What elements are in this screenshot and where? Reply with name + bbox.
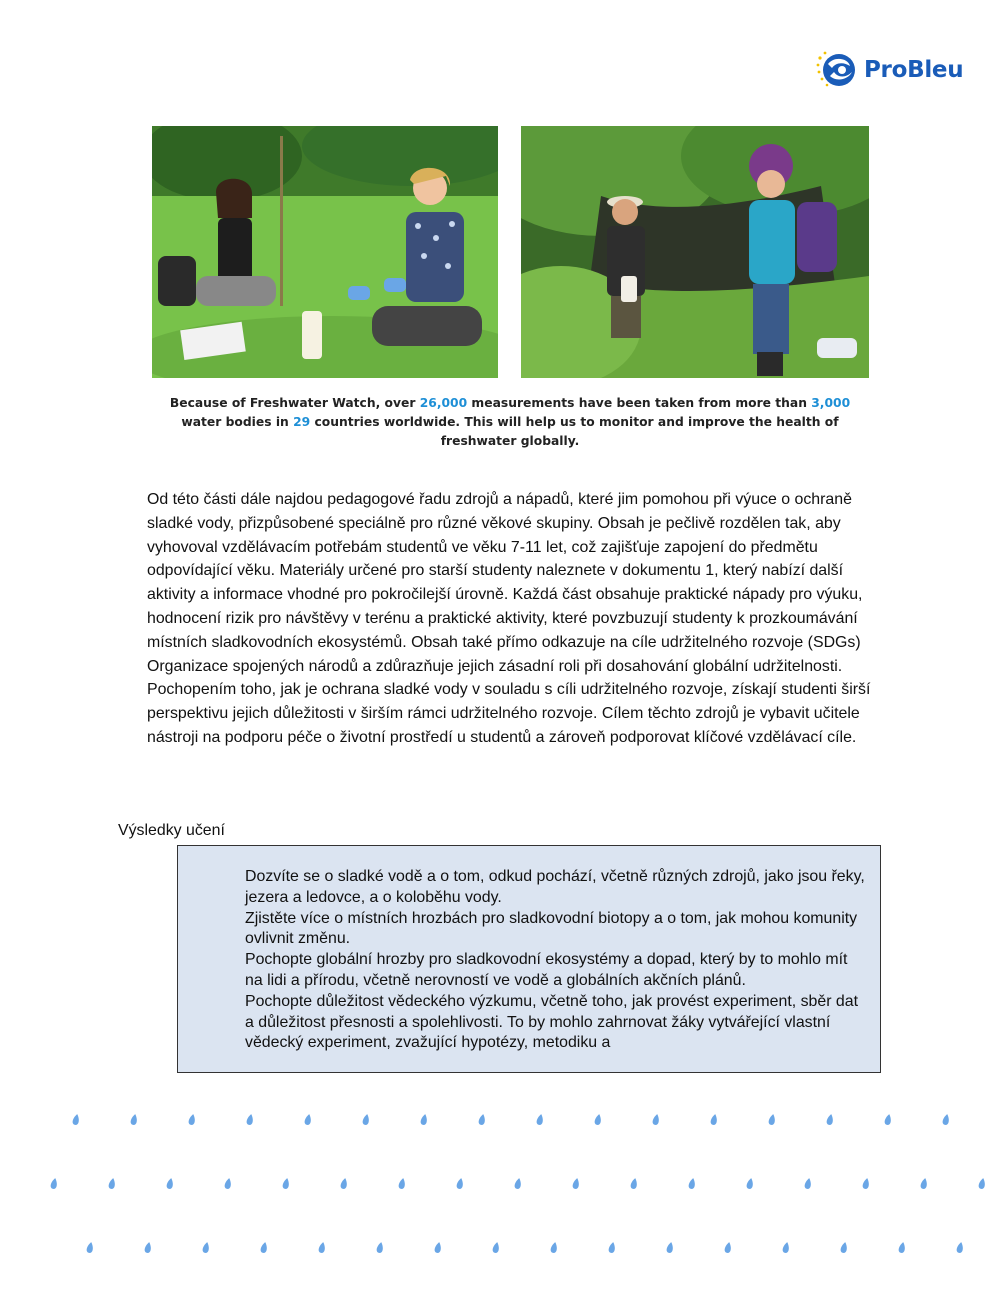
water-droplet-icon [376,1242,384,1254]
water-droplet-icon [456,1178,464,1190]
learning-outcomes-box [177,845,881,1073]
water-droplet-pattern [0,1100,1000,1270]
water-droplet-icon [340,1178,348,1190]
water-droplet-icon [572,1178,580,1190]
learning-outcomes-heading: Výsledky učení [118,822,225,839]
water-droplet-icon [202,1242,210,1254]
water-droplet-icon [86,1242,94,1254]
photo-two-people-by-stream-with-water-sample [521,126,869,378]
water-droplet-icon [746,1178,754,1190]
water-droplet-icon [188,1114,196,1126]
caption-text-4: countries worldwide. This will help us to monitor and improve the health of freshwater globally. [310,415,839,448]
intro-paragraph: Od této části dále najdou pedagogové řadu zdrojů a nápadů, které jim pomohou při výuce o ochraně sladké vody, přizpůsobené speciálně pro různé věkové skupiny. Obsah je pečlivě rozdělen tak, aby vyhovoval vzdělávacím potřebám studentů ve věku 7-11 let, což zajišťuje zapojení do předmětu odpovídající věku. Materiály určené pro starší studenty naleznete v dokumentu 1, který nabízí další aktivity a informace vhodné pro pokročilejší úrovně. Každá část obsahuje praktické nápady pro výuku, hodnocení rizik pro návštěvy v terénu a praktické aktivity, které povzbuzují studenty k prozkoumávání místních sladkovodních ekosystémů. Obsah také přímo odkazuje na cíle udržitelného rozvoje (SDGs) Organizace spojených národů a zdůrazňuje jejich zásadní roli při dosahování globální udržitelnosti. Pochopením toho, jak je ochrana sladké vody v souladu s cíli udržitelného rozvoje, získají studenti širší perspektivu jejich důležitosti v širším rámci udržitelného rozvoje. Cílem těchto zdrojů je vybavit učitele nástroji na podporu péče o životní prostředí u studentů a zároveň podporovat klíčové vzdělávací cíle. [147,491,871,746]
water-droplet-icon [108,1178,116,1190]
water-droplet-icon [724,1242,732,1254]
learning-outcome-item: Pochopte globální hrozby pro sladkovodní ekosystémy a dopad, který by to mohlo mít na lidi a přírodu, včetně nerovností ve vodě a globálních akčních plánů. [245,951,848,989]
water-droplet-icon [130,1114,138,1126]
water-droplet-icon [666,1242,674,1254]
water-droplet-icon [594,1114,602,1126]
water-droplet-icon [608,1242,616,1254]
water-droplet-icon [536,1114,544,1126]
water-droplet-icon [956,1242,964,1254]
water-droplet-icon [840,1242,848,1254]
caption-measurements-count: 26,000 [419,396,468,410]
water-droplet-icon [514,1178,522,1190]
water-droplet-icon [72,1114,80,1126]
learning-outcome-item: Dozvíte se o sladké vodě a o tom, odkud pochází, včetně různých zdrojů, jako jsou řeky, jezera a ledovce, a o koloběhu vody. [245,868,865,906]
water-droplet-icon [826,1114,834,1126]
water-droplet-icon [362,1114,370,1126]
caption-countries-count: 29 [293,415,311,429]
water-droplet-icon [652,1114,660,1126]
water-droplet-icon [50,1178,58,1190]
photo-two-women-sampling-water-on-grass [152,126,498,378]
probleu-globe-logo-icon [814,48,858,92]
learning-outcome-item: Pochopte důležitost vědeckého výzkumu, včetně toho, jak provést experiment, sběr dat a důležitost přesnosti a spolehlivosti. To by mohlo zahrnovat žáky vytvářející vlastní vědecký experiment, zvažující hypotézy, metodiku a [245,992,859,1052]
water-droplet-icon [804,1178,812,1190]
water-droplet-icon [978,1178,986,1190]
caption-text-3: water bodies in [181,415,294,429]
photo-caption [160,394,860,451]
probleu-logo [814,48,974,92]
probleu-logo-text: ProBleu [864,57,964,83]
water-droplet-icon [492,1242,500,1254]
water-droplet-icon [630,1178,638,1190]
water-droplet-icon [398,1178,406,1190]
water-droplet-icon [318,1242,326,1254]
water-droplet-icon [260,1242,268,1254]
water-droplet-icon [304,1114,312,1126]
water-droplet-icon [420,1114,428,1126]
learning-outcome-item: Zjistěte více o místních hrozbách pro sladkovodní biotopy a o tom, jak mohou komunity ovlivnit změnu. [245,909,858,948]
water-droplet-icon [898,1242,906,1254]
water-droplet-icon [144,1242,152,1254]
water-droplet-icon [862,1178,870,1190]
water-droplet-icon [942,1114,950,1126]
water-droplet-icon [478,1114,486,1126]
caption-water-bodies-count: 3,000 [811,396,851,410]
caption-text-2: measurements have been taken from more than [467,396,812,410]
water-droplet-icon [434,1242,442,1254]
water-droplet-icon [884,1114,892,1126]
water-droplet-icon [224,1178,232,1190]
water-droplet-icon [688,1178,696,1190]
water-droplet-icon [920,1178,928,1190]
water-droplet-icon [782,1242,790,1254]
water-droplet-icon [710,1114,718,1126]
water-droplet-icon [246,1114,254,1126]
learning-outcomes-list [178,846,880,1054]
water-droplet-icon [768,1114,776,1126]
water-droplet-icon [166,1178,174,1190]
water-droplet-icon [282,1178,290,1190]
water-droplet-icon [550,1242,558,1254]
caption-text-1: Because of Freshwater Watch, over [169,396,420,410]
